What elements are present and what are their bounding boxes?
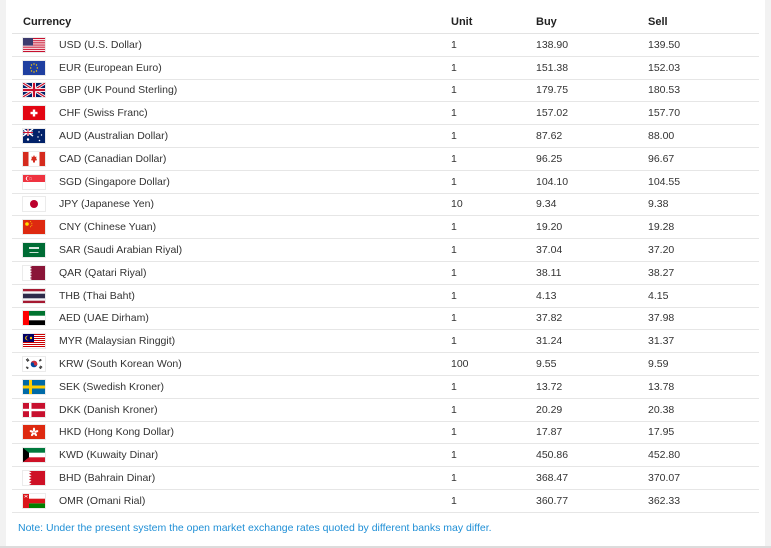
- flag-cell: [12, 170, 59, 193]
- table-row: [12, 56, 759, 79]
- flag-cell: [12, 79, 59, 102]
- flag-cell: [12, 467, 59, 490]
- table-row: [12, 79, 759, 102]
- unit-cell: 1: [451, 239, 536, 262]
- table-row: [12, 421, 759, 444]
- unit-cell: 1: [451, 375, 536, 398]
- sell-rate-cell: 152.03: [648, 56, 759, 79]
- flag-cell: [12, 421, 59, 444]
- buy-rate-cell: 157.02: [536, 102, 648, 125]
- buy-rate-cell: 13.72: [536, 375, 648, 398]
- unit-cell: 1: [451, 216, 536, 239]
- sell-rate-cell: 157.70: [648, 102, 759, 125]
- flag-cell: [12, 34, 59, 57]
- sell-rate-cell: 19.28: [648, 216, 759, 239]
- australia-flag-icon: [23, 129, 45, 143]
- table-row: [12, 375, 759, 398]
- buy-rate-cell: 87.62: [536, 125, 648, 148]
- unit-cell: 1: [451, 170, 536, 193]
- buy-rate-cell: 179.75: [536, 79, 648, 102]
- buy-rate-cell: 17.87: [536, 421, 648, 444]
- sell-rate-cell: 4.15: [648, 284, 759, 307]
- buy-rate-cell: 360.77: [536, 489, 648, 512]
- currency-name-cell: OMR (Omani Rial): [59, 489, 451, 512]
- unit-cell: 100: [451, 353, 536, 376]
- currency-name-cell: EUR (European Euro): [59, 56, 451, 79]
- sell-rate-cell: 452.80: [648, 444, 759, 467]
- table-row: [12, 125, 759, 148]
- bahrain-flag-icon: [23, 471, 45, 485]
- flag-cell: [12, 307, 59, 330]
- buy-rate-cell: 368.47: [536, 467, 648, 490]
- denmark-flag-icon: [23, 403, 45, 417]
- sell-rate-cell: 37.20: [648, 239, 759, 262]
- currency-name-cell: KRW (South Korean Won): [59, 353, 451, 376]
- currency-name-cell: JPY (Japanese Yen): [59, 193, 451, 216]
- unit-cell: 1: [451, 444, 536, 467]
- currency-name-cell: BHD (Bahrain Dinar): [59, 467, 451, 490]
- sell-rate-cell: 31.37: [648, 330, 759, 353]
- table-row: [12, 170, 759, 193]
- currency-name-cell: SEK (Swedish Kroner): [59, 375, 451, 398]
- currency-name-cell: KWD (Kuwaity Dinar): [59, 444, 451, 467]
- exchange-rate-note: Note: Under the present system the open market exchange rates quoted by different banks may differ.: [18, 522, 492, 534]
- table-row: [12, 147, 759, 170]
- china-flag-icon: [23, 220, 45, 234]
- unit-cell: 1: [451, 398, 536, 421]
- unit-cell: 1: [451, 307, 536, 330]
- header-currency: Currency: [12, 11, 451, 34]
- unit-cell: 1: [451, 467, 536, 490]
- currency-name-cell: GBP (UK Pound Sterling): [59, 79, 451, 102]
- unit-cell: 1: [451, 489, 536, 512]
- unit-cell: 10: [451, 193, 536, 216]
- flag-cell: [12, 398, 59, 421]
- qatar-flag-icon: [23, 266, 45, 280]
- us-flag-icon: [23, 38, 45, 52]
- flag-cell: [12, 147, 59, 170]
- flag-cell: [12, 102, 59, 125]
- sell-rate-cell: 180.53: [648, 79, 759, 102]
- buy-rate-cell: 9.34: [536, 193, 648, 216]
- currency-name-cell: SGD (Singapore Dollar): [59, 170, 451, 193]
- kuwait-flag-icon: [23, 448, 45, 462]
- currency-name-cell: DKK (Danish Kroner): [59, 398, 451, 421]
- table-row: [12, 216, 759, 239]
- currency-name-cell: AED (UAE Dirham): [59, 307, 451, 330]
- table-row: [12, 284, 759, 307]
- unit-cell: 1: [451, 125, 536, 148]
- currency-name-cell: CNY (Chinese Yuan): [59, 216, 451, 239]
- unit-cell: 1: [451, 330, 536, 353]
- currency-name-cell: QAR (Qatari Riyal): [59, 261, 451, 284]
- sell-rate-cell: 362.33: [648, 489, 759, 512]
- flag-cell: [12, 261, 59, 284]
- table-row: [12, 193, 759, 216]
- currency-name-cell: HKD (Hong Kong Dollar): [59, 421, 451, 444]
- buy-rate-cell: 19.20: [536, 216, 648, 239]
- sell-rate-cell: 9.59: [648, 353, 759, 376]
- swiss-flag-icon: [23, 106, 45, 120]
- buy-rate-cell: 37.82: [536, 307, 648, 330]
- unit-cell: 1: [451, 56, 536, 79]
- table-row: [12, 353, 759, 376]
- table-row: [12, 261, 759, 284]
- currency-name-cell: CAD (Canadian Dollar): [59, 147, 451, 170]
- unit-cell: 1: [451, 34, 536, 57]
- buy-rate-cell: 138.90: [536, 34, 648, 57]
- header-buy: Buy: [536, 11, 648, 34]
- flag-cell: [12, 375, 59, 398]
- table-row: [12, 307, 759, 330]
- malaysia-flag-icon: [23, 334, 45, 348]
- table-row: [12, 398, 759, 421]
- currency-name-cell: SAR (Saudi Arabian Riyal): [59, 239, 451, 262]
- buy-rate-cell: 38.11: [536, 261, 648, 284]
- buy-rate-cell: 20.29: [536, 398, 648, 421]
- table-body: [12, 34, 759, 513]
- uk-flag-icon: [23, 83, 45, 97]
- sell-rate-cell: 370.07: [648, 467, 759, 490]
- flag-cell: [12, 489, 59, 512]
- flag-cell: [12, 353, 59, 376]
- table-row: [12, 34, 759, 57]
- eu-flag-icon: [23, 61, 45, 75]
- table-row: [12, 239, 759, 262]
- canada-flag-icon: [23, 152, 45, 166]
- flag-cell: [12, 56, 59, 79]
- currency-name-cell: AUD (Australian Dollar): [59, 125, 451, 148]
- exchange-rates-panel: [6, 0, 765, 546]
- header-unit: Unit: [451, 11, 536, 34]
- sell-rate-cell: 139.50: [648, 34, 759, 57]
- sell-rate-cell: 38.27: [648, 261, 759, 284]
- table-header-row: [12, 11, 759, 34]
- sell-rate-cell: 104.55: [648, 170, 759, 193]
- currency-name-cell: CHF (Swiss Franc): [59, 102, 451, 125]
- flag-cell: [12, 284, 59, 307]
- unit-cell: 1: [451, 261, 536, 284]
- sell-rate-cell: 17.95: [648, 421, 759, 444]
- flag-cell: [12, 239, 59, 262]
- exchange-rate-table: [12, 11, 759, 513]
- buy-rate-cell: 31.24: [536, 330, 648, 353]
- sell-rate-cell: 88.00: [648, 125, 759, 148]
- japan-flag-icon: [23, 197, 45, 211]
- buy-rate-cell: 450.86: [536, 444, 648, 467]
- korea-flag-icon: [23, 357, 45, 371]
- unit-cell: 1: [451, 102, 536, 125]
- sweden-flag-icon: [23, 380, 45, 394]
- sell-rate-cell: 37.98: [648, 307, 759, 330]
- buy-rate-cell: 151.38: [536, 56, 648, 79]
- saudi-flag-icon: [23, 243, 45, 257]
- buy-rate-cell: 4.13: [536, 284, 648, 307]
- flag-cell: [12, 193, 59, 216]
- oman-flag-icon: [23, 494, 45, 508]
- flag-cell: [12, 125, 59, 148]
- flag-cell: [12, 444, 59, 467]
- header-sell: Sell: [648, 11, 759, 34]
- currency-name-cell: USD (U.S. Dollar): [59, 34, 451, 57]
- hongkong-flag-icon: [23, 425, 45, 439]
- unit-cell: 1: [451, 284, 536, 307]
- table-row: [12, 489, 759, 512]
- sell-rate-cell: 13.78: [648, 375, 759, 398]
- uae-flag-icon: [23, 311, 45, 325]
- flag-cell: [12, 330, 59, 353]
- currency-name-cell: MYR (Malaysian Ringgit): [59, 330, 451, 353]
- buy-rate-cell: 96.25: [536, 147, 648, 170]
- currency-name-cell: THB (Thai Baht): [59, 284, 451, 307]
- table-row: [12, 444, 759, 467]
- table-row: [12, 102, 759, 125]
- unit-cell: 1: [451, 421, 536, 444]
- singapore-flag-icon: [23, 175, 45, 189]
- unit-cell: 1: [451, 147, 536, 170]
- table-row: [12, 467, 759, 490]
- buy-rate-cell: 9.55: [536, 353, 648, 376]
- sell-rate-cell: 9.38: [648, 193, 759, 216]
- buy-rate-cell: 104.10: [536, 170, 648, 193]
- table-row: [12, 330, 759, 353]
- unit-cell: 1: [451, 79, 536, 102]
- flag-cell: [12, 216, 59, 239]
- sell-rate-cell: 96.67: [648, 147, 759, 170]
- thailand-flag-icon: [23, 289, 45, 303]
- sell-rate-cell: 20.38: [648, 398, 759, 421]
- buy-rate-cell: 37.04: [536, 239, 648, 262]
